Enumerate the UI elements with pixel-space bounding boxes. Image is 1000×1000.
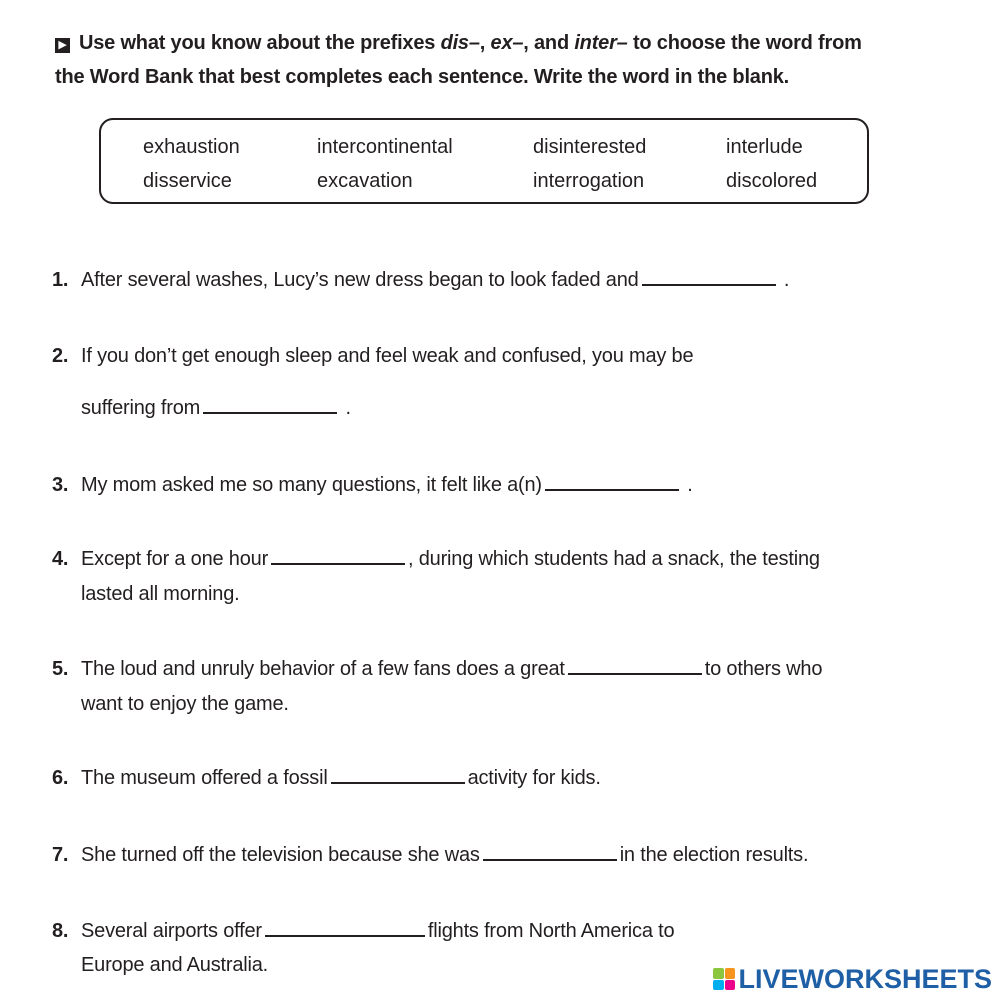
word-bank-item[interactable]: disservice [143, 170, 232, 192]
logo-text: LIVEWORKSHEETS [738, 963, 992, 994]
question-text: flights from North America to [427, 920, 675, 942]
question-text: The museum offered a fossil [81, 767, 328, 789]
question-8 [52, 914, 674, 948]
question-text: , during which students had a snack, the testing [408, 548, 820, 570]
answer-blank[interactable] [642, 266, 776, 286]
instructions-line-1 [55, 26, 955, 60]
question-text: to others who [704, 658, 823, 680]
question-8-continued [52, 948, 268, 982]
word-bank-item[interactable]: discolored [726, 170, 818, 192]
answer-blank[interactable] [331, 764, 465, 784]
instructions-line-2: the Word Bank that best completes each sentence. Write the word in the blank. [55, 66, 790, 88]
word-bank-item[interactable]: disinterested [533, 136, 647, 158]
question-text: If you don’t get enough sleep and feel weak and confused, you may be [81, 345, 694, 367]
question-text: in the election results. [619, 844, 809, 866]
question-text: After several washes, Lucy’s new dress began to look faded and [81, 269, 639, 291]
question-text: She turned off the television because she was [81, 844, 480, 866]
question-1 [52, 263, 789, 297]
question-text: The loud and unruly behavior of a few fans does a great [81, 658, 565, 680]
question-2 [52, 339, 693, 373]
word-bank-item[interactable]: excavation [317, 170, 413, 192]
question-6 [52, 761, 601, 795]
question-2-continued [52, 391, 351, 425]
question-number: 1. [52, 269, 69, 291]
answer-blank[interactable] [203, 394, 337, 414]
liveworksheets-logo[interactable] [713, 962, 992, 996]
answer-blank[interactable] [545, 471, 679, 491]
question-text: suffering from [81, 397, 201, 419]
question-number: 2. [52, 345, 69, 367]
word-bank [99, 118, 869, 204]
question-number: 4. [52, 548, 69, 570]
separator: , [479, 32, 491, 54]
answer-blank[interactable] [271, 545, 405, 565]
arrow-right-icon: ▶ [55, 38, 70, 53]
instructions-text: to choose the word from [627, 32, 862, 54]
word-bank-item[interactable]: exhaustion [143, 136, 240, 158]
question-text: Several airports offer [81, 920, 262, 942]
question-text: My mom asked me so many questions, it felt like a(n) [81, 474, 542, 496]
question-5 [52, 652, 822, 686]
question-text: . [778, 269, 790, 291]
question-text: Except for a one hour [81, 548, 269, 570]
answer-blank[interactable] [483, 841, 617, 861]
question-number: 5. [52, 658, 69, 680]
question-3 [52, 468, 693, 502]
word-bank-item[interactable]: interlude [726, 136, 803, 158]
word-bank-item[interactable]: interrogation [533, 170, 645, 192]
question-4 [52, 542, 820, 576]
prefix-ex: ex– [490, 32, 524, 54]
prefix-dis: dis– [440, 32, 480, 54]
question-7 [52, 838, 808, 872]
liveworksheets-logo-icon [713, 968, 735, 990]
word-bank-item[interactable]: intercontinental [317, 136, 453, 158]
question-number: 6. [52, 767, 69, 789]
question-text: . [340, 397, 351, 419]
answer-blank[interactable] [265, 917, 425, 937]
question-text: activity for kids. [467, 767, 601, 789]
question-text: want to enjoy the game. [81, 693, 289, 715]
instructions [55, 26, 955, 94]
instructions-text: Use what you know about the prefixes [79, 32, 441, 54]
question-number: 8. [52, 920, 69, 942]
question-5-continued [52, 687, 289, 721]
question-text: . [681, 474, 693, 496]
question-4-continued [52, 577, 240, 611]
question-number: 7. [52, 844, 69, 866]
question-number: 3. [52, 474, 69, 496]
question-text: Europe and Australia. [81, 954, 269, 976]
answer-blank[interactable] [568, 655, 702, 675]
question-text: lasted all morning. [81, 583, 240, 605]
prefix-inter: inter– [574, 32, 628, 54]
separator: , and [523, 32, 575, 54]
